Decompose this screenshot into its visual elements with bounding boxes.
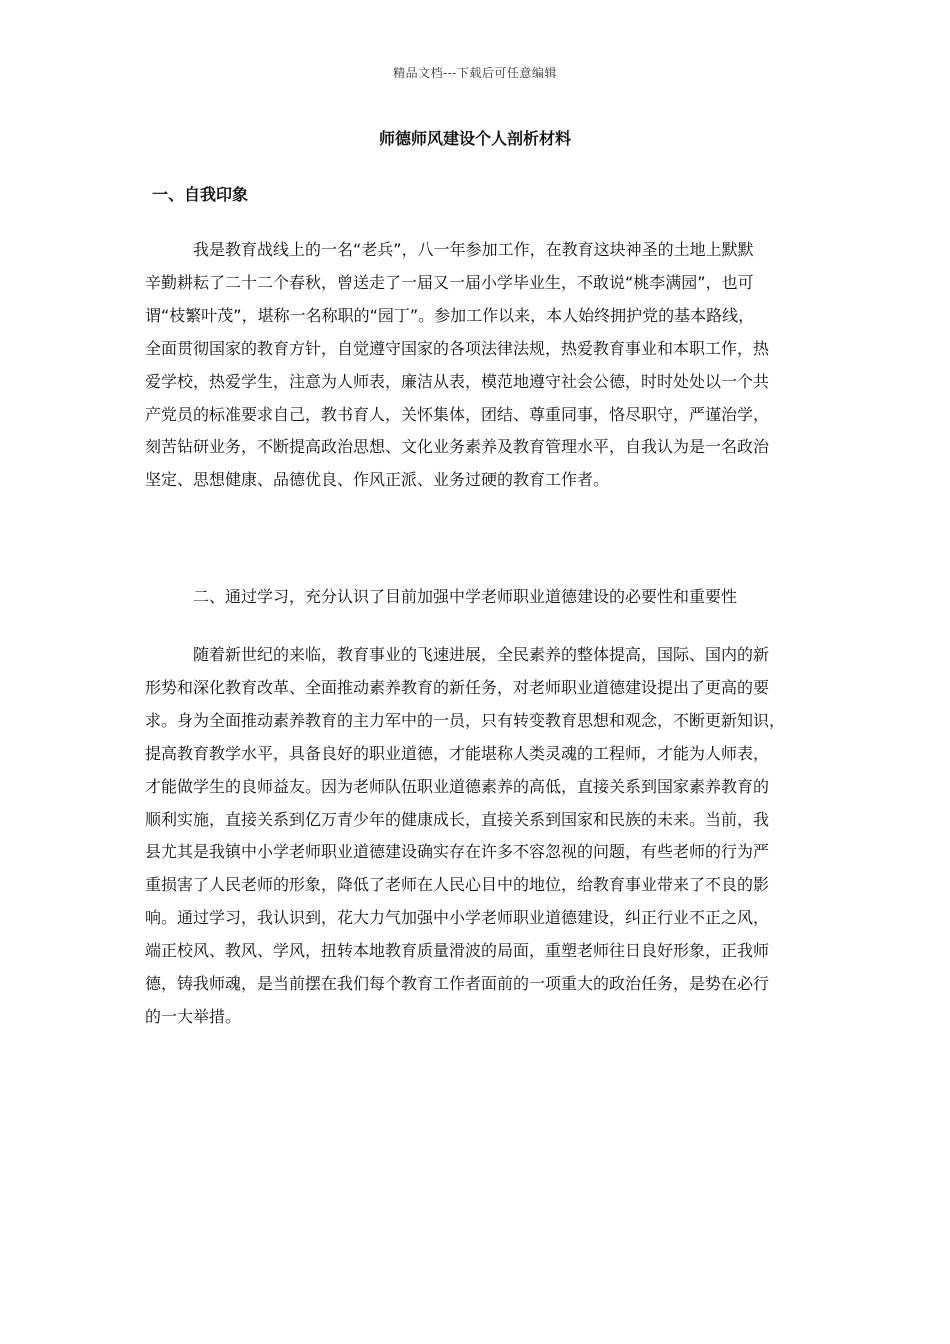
- header-note: 精品文档---下载后可任意编辑: [393, 66, 557, 80]
- paragraph-line: 辛勤耕耘了二十二个春秋，曾送走了一届又一届小学毕业生，不敢说“桃李满园”，也可: [145, 272, 754, 292]
- paragraph-line: 随着新世纪的来临，教育事业的飞速进展，全民素养的整体提高，国际、国内的新: [193, 645, 770, 664]
- paragraph-line: 坚定、思想健康、品德优良、作风正派、业务过硬的教育工作者。: [145, 470, 610, 490]
- paragraph-line: 全面贯彻国家的教育方针，自觉遵守国家的各项法律法规，热爱教育事业和本职工作，热: [145, 338, 770, 358]
- section-2-heading: 二、通过学习，充分认识了目前加强中学老师职业道德建设的必要性和重要性: [193, 587, 738, 606]
- paragraph-line: 德，铸我师魂，是当前摆在我们每个教育工作者面前的一项重大的政治任务，是势在必行: [145, 974, 770, 994]
- paragraph-line: 才能做学生的良师益友。因为老师队伍职业道德素养的高低，直接关系到国家素养教育的: [145, 776, 770, 796]
- paragraph-line: 我是教育战线上的一名“老兵”，八一年参加工作，在教育这块神圣的土地上默默: [193, 240, 754, 259]
- section-2-heading-block: [145, 581, 809, 614]
- section-1-heading: 一、自我印象: [152, 185, 249, 204]
- paragraph-line: 提高教育教学水平，具备良好的职业道德，才能堪称人类灵魂的工程师，才能为人师表，: [145, 743, 770, 763]
- paragraph-line: 形势和深化教育改革、全面推动素养教育的新任务，对老师职业道德建设提出了更高的要: [145, 677, 770, 697]
- paragraph-line: 的一大举措。: [145, 1006, 242, 1026]
- document-title: 师德师风建设个人剖析材料: [378, 129, 571, 148]
- paragraph-line: 爱学校，热爱学生，注意为人师表，廉洁从表，模范地遵守社会公德，时时处处以一个共: [145, 371, 770, 391]
- paragraph-line: 响。通过学习，我认识到，花大力气加强中小学老师职业道德建设，纠正行业不正之风，: [145, 908, 770, 928]
- paragraph-line: 谓“枝繁叶茂”，堪称一名称职的“园丁”。参加工作以来，本人始终拥护党的基本路线，: [145, 305, 755, 325]
- paragraph-line: 求。身为全面推动素养教育的主力军中的一员，只有转变教育思想和观念，不断更新知识，: [145, 710, 786, 730]
- section-2-paragraph: [145, 639, 809, 1034]
- paragraph-line: 刻苦钻研业务，不断提高政治思想、文化业务素养及教育管理水平，自我认为是一名政治: [145, 437, 770, 457]
- paragraph-line: 端正校风、教风、学风，扭转本地教育质量滑波的局面，重塑老师往日良好形象，正我师: [145, 941, 770, 961]
- paragraph-line: 产党员的标准要求自己，教书育人，关怀集体，团结、尊重同事，恪尽职守，严谨治学，: [145, 404, 770, 424]
- paragraph-line: 顺利实施，直接关系到亿万青少年的健康成长，直接关系到国家和民族的未来。当前，我: [145, 809, 770, 829]
- paragraph-line: 重损害了人民老师的形象，降低了老师在人民心目中的地位，给教育事业带来了不良的影: [145, 875, 770, 895]
- section-1-paragraph: [145, 234, 809, 497]
- paragraph-line: 县尤其是我镇中小学老师职业道德建设确实存在许多不容忽视的问题，有些老师的行为严: [145, 842, 770, 862]
